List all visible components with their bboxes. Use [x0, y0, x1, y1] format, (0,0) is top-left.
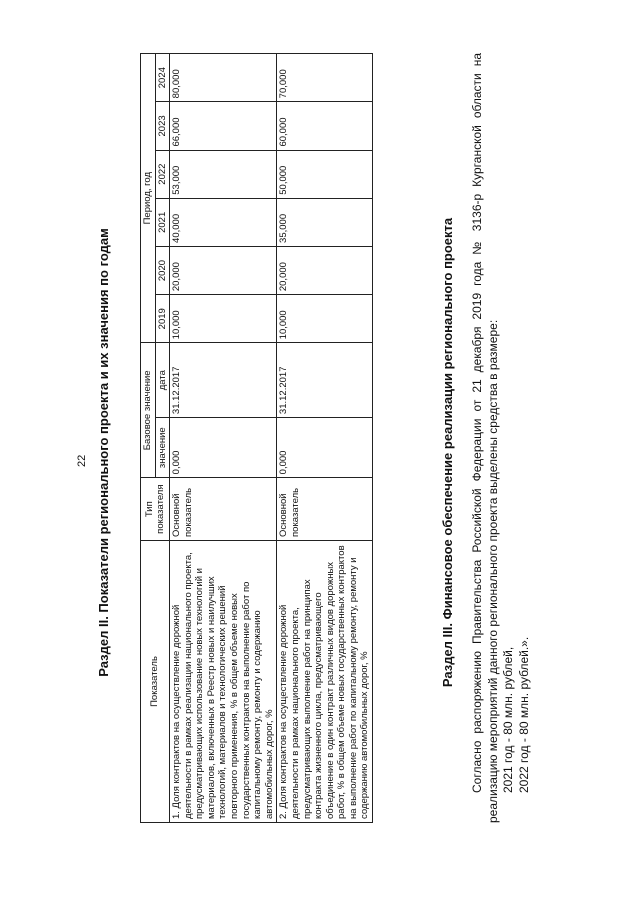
year-value-cell: 80,000 [170, 54, 277, 102]
header-indicator: Показатель [141, 540, 170, 822]
base-value-cell: 0,000 [170, 418, 277, 478]
header-period: Период, год [141, 54, 156, 343]
financing-item: 2022 год - 80 млн. рублей.». [516, 636, 531, 793]
year-value-cell: 20,000 [170, 246, 277, 294]
header-year: 2020 [155, 246, 170, 294]
header-year: 2023 [155, 102, 170, 150]
header-type: Тип показателя [141, 478, 170, 541]
type-cell: Основной показатель [277, 478, 373, 541]
header-year: 2021 [155, 198, 170, 246]
indicator-cell: 1. Доля контрактов на осуществление дорожной деятельности в рамках реализации национального проекта, предусматривающих использование новых технологий и материалов, включенных в Реестр новых и наилучших технологий, материалов и технологических решений повторного применения, % в общем объеме новых государственных контрактов на выполнение работ по капитальному ремонту, ремонту и содержанию автомобильных дорог, % [170, 540, 277, 822]
base-value-cell: 0,000 [277, 418, 373, 478]
header-year: 2022 [155, 150, 170, 198]
year-value-cell: 20,000 [277, 246, 373, 294]
table-row [170, 54, 277, 823]
header-base-value: значение [155, 418, 170, 478]
type-cell: Основной показатель [170, 478, 277, 541]
section-2-title: Раздел II. Показатели регионального проекта и их значения по годам [96, 228, 111, 677]
year-value-cell: 35,000 [277, 198, 373, 246]
table-row [277, 54, 373, 823]
financing-item: 2021 год - 80 млн. рублей, [501, 646, 516, 793]
year-value-cell: 50,000 [277, 150, 373, 198]
base-date-cell: 31.12.2017 [170, 343, 277, 418]
year-value-cell: 70,000 [277, 54, 373, 102]
year-value-cell: 60,000 [277, 102, 373, 150]
financing-paragraph: Согласно распоряжению Правительства Российской Федерации от 21 декабря 2019 года № 3136-р Курганской области на реализацию мероприятий данного регионального проекта выделены средства в размере: [470, 53, 500, 823]
indicators-table [140, 53, 373, 823]
header-year: 2019 [155, 295, 170, 343]
header-base-date: дата [155, 343, 170, 418]
section-3-title: Раздел III. Финансовое обеспечение реализации регионального проекта [440, 217, 455, 688]
header-base: Базовое значение [141, 343, 156, 478]
indicator-cell: 2. Доля контрактов на осуществление дорожной деятельности в рамках национального проекта, предусматривающих выполнение работ на принципах контракта жизненного цикла, предусматривающего объединение в один контракт различных видов дорожных работ, % в общем объеме новых государственных контрактов на выполнение работ по капитальному ремонту, ремонту и содержанию автомобильных дорог, % [277, 540, 373, 822]
page-number: 22 [76, 454, 88, 467]
base-date-cell: 31.12.2017 [277, 343, 373, 418]
table-header-row [141, 54, 156, 823]
year-value-cell: 66,000 [170, 102, 277, 150]
header-year: 2024 [155, 54, 170, 102]
year-value-cell: 53,000 [170, 150, 277, 198]
year-value-cell: 40,000 [170, 198, 277, 246]
year-value-cell: 10,000 [277, 295, 373, 343]
financing-text [470, 53, 532, 823]
year-value-cell: 10,000 [170, 295, 277, 343]
